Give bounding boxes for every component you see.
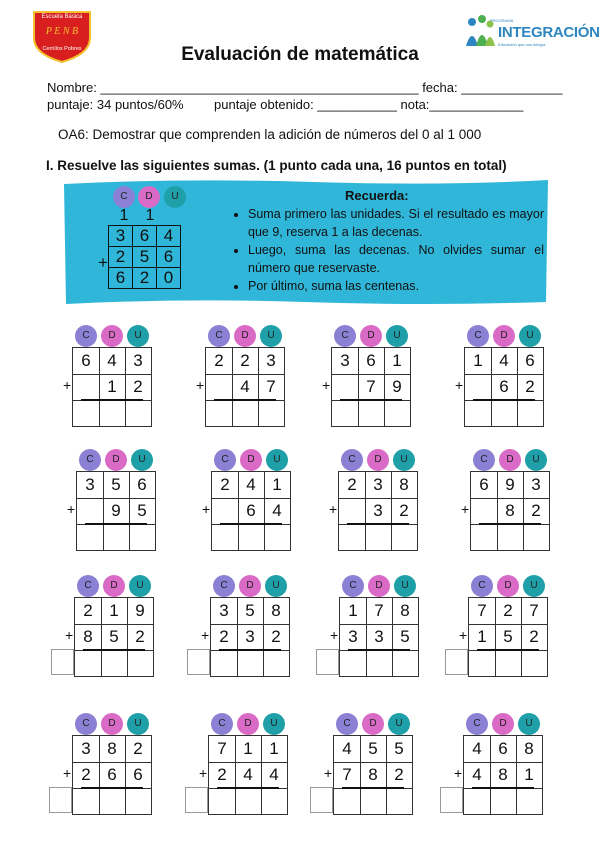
- d-bubble: D: [492, 713, 514, 735]
- bottom-digit: 2: [529, 627, 539, 646]
- example-cell: 2: [109, 247, 133, 268]
- page-title: Evaluación de matemática: [181, 44, 419, 65]
- school-logo-line3: Cerrillos Pobres: [42, 46, 82, 52]
- sum-line: [85, 523, 147, 525]
- d-bubble: D: [367, 449, 389, 471]
- exercise-5: [67, 449, 156, 551]
- answer-grid[interactable]: [468, 597, 548, 677]
- answer-grid[interactable]: [464, 347, 544, 427]
- u-bubble: U: [518, 713, 540, 735]
- top-digit: 1: [473, 351, 483, 370]
- bottom-digit: 2: [399, 501, 409, 520]
- bottom-digit: 5: [400, 627, 410, 646]
- d-bubble: D: [105, 449, 127, 471]
- c-bubble: C: [342, 575, 364, 597]
- top-digit: 4: [107, 351, 117, 370]
- top-digit: 5: [368, 739, 378, 758]
- top-digit: 8: [399, 475, 409, 494]
- exercise-12: [459, 575, 548, 677]
- bottom-digit: 1: [524, 765, 534, 784]
- bottom-digit: 7: [266, 377, 276, 396]
- c-bubble: C: [208, 325, 230, 347]
- bottom-digit: 3: [348, 627, 358, 646]
- u-bubble: U: [523, 575, 545, 597]
- tip-item: • Por último, suma las centenas.: [248, 277, 544, 295]
- top-digit: 3: [219, 601, 229, 620]
- carry-box[interactable]: [185, 787, 208, 813]
- c-bubble: C: [211, 713, 233, 735]
- plus-sign: +: [461, 501, 470, 517]
- top-digit: 6: [525, 351, 535, 370]
- recuerda-title: Recuerda:: [345, 188, 409, 203]
- answer-grid[interactable]: [470, 471, 550, 551]
- c-bubble: C: [214, 449, 236, 471]
- bottom-digit: 4: [240, 377, 250, 396]
- answer-grid[interactable]: [76, 471, 156, 551]
- d-bubble: D: [493, 325, 515, 347]
- program-logo-tag: Educación que nos integra: [498, 42, 546, 47]
- u-bubble: U: [388, 713, 410, 735]
- u-bubble: U: [525, 449, 547, 471]
- example-cell: 6: [133, 226, 157, 247]
- top-digit: 3: [373, 475, 383, 494]
- bottom-digit: 2: [81, 765, 91, 784]
- section-title: I. Resuelve las siguientes sumas. (1 punto cada una, 16 puntos en total): [46, 158, 507, 173]
- answer-grid[interactable]: [211, 471, 291, 551]
- top-digit: 8: [524, 739, 534, 758]
- exercise-10: [201, 575, 290, 677]
- plus-sign: +: [454, 765, 463, 781]
- top-digit: 7: [374, 601, 384, 620]
- top-digit: 4: [342, 739, 352, 758]
- top-digit: 4: [472, 739, 482, 758]
- sum-line: [83, 649, 145, 651]
- example-cell: 5: [133, 247, 157, 268]
- u-bubble: U: [393, 449, 415, 471]
- d-bubble: D: [101, 713, 123, 735]
- c-bubble: C: [341, 449, 363, 471]
- sum-line: [347, 523, 409, 525]
- exercise-7: [329, 449, 418, 551]
- school-logo-line2: P E N B: [45, 26, 79, 37]
- plus-sign: +: [330, 627, 339, 643]
- d-bubble: D: [368, 575, 390, 597]
- plus-sign: +: [199, 765, 208, 781]
- plus-sign: +: [324, 765, 333, 781]
- plus-sign: +: [201, 627, 210, 643]
- bottom-digit: 6: [246, 501, 256, 520]
- sum-line: [348, 649, 410, 651]
- d-bubble: D: [362, 713, 384, 735]
- d-bubble: D: [360, 325, 382, 347]
- answer-grid[interactable]: [339, 597, 419, 677]
- top-digit: 9: [135, 601, 145, 620]
- exercise-13: [63, 713, 152, 815]
- exercise-3: [322, 325, 411, 427]
- bottom-digit: 3: [374, 627, 384, 646]
- u-bubble: U: [127, 325, 149, 347]
- c-bubble: C: [473, 449, 495, 471]
- bottom-digit: 2: [217, 765, 227, 784]
- plus-sign: +: [196, 377, 205, 393]
- nombre-fecha-line: Nombre: ____________________________________________ fecha: ______________: [47, 80, 563, 95]
- top-digit: 1: [392, 351, 402, 370]
- carry-box[interactable]: [49, 787, 72, 813]
- example-d-bubble: D: [138, 186, 160, 208]
- answer-grid[interactable]: [72, 735, 152, 815]
- top-digit: 8: [271, 601, 281, 620]
- example-carry: 1: [145, 207, 155, 224]
- top-digit: 5: [245, 601, 255, 620]
- u-bubble: U: [265, 575, 287, 597]
- program-logo-sub: PROGRAMA: [490, 18, 514, 23]
- program-logo-name: INTEGRACIÓN: [498, 24, 600, 41]
- bottom-digit: 4: [472, 765, 482, 784]
- d-bubble: D: [499, 449, 521, 471]
- exercise-16: [454, 713, 543, 815]
- top-digit: 7: [217, 739, 227, 758]
- sum-line: [473, 399, 535, 401]
- bottom-digit: 2: [133, 377, 143, 396]
- sum-line: [81, 787, 143, 789]
- top-digit: 3: [81, 739, 91, 758]
- bottom-digit: 9: [111, 501, 121, 520]
- top-digit: 1: [272, 475, 282, 494]
- u-bubble: U: [519, 325, 541, 347]
- example-carry: 1: [119, 207, 129, 224]
- top-digit: 7: [477, 601, 487, 620]
- school-logo-line1: Escuela Básica: [41, 14, 83, 20]
- d-bubble: D: [497, 575, 519, 597]
- d-bubble: D: [239, 575, 261, 597]
- carry-box[interactable]: [310, 787, 333, 813]
- top-digit: 7: [529, 601, 539, 620]
- answer-grid[interactable]: [74, 597, 154, 677]
- example-table: [108, 225, 181, 289]
- top-digit: 9: [505, 475, 515, 494]
- top-digit: 1: [269, 739, 279, 758]
- sum-line: [477, 649, 539, 651]
- top-digit: 1: [243, 739, 253, 758]
- bottom-digit: 2: [531, 501, 541, 520]
- u-bubble: U: [131, 449, 153, 471]
- plus-sign: +: [202, 501, 211, 517]
- carry-box[interactable]: [445, 649, 468, 675]
- c-bubble: C: [213, 575, 235, 597]
- top-digit: 3: [531, 475, 541, 494]
- puntaje-total: puntaje: 34 puntos/60%: [47, 97, 184, 112]
- c-bubble: C: [77, 575, 99, 597]
- tip-item: • Luego, suma las decenas. No olvides sumar el número que reservaste.: [248, 241, 544, 277]
- bottom-digit: 3: [373, 501, 383, 520]
- bottom-digit: 2: [271, 627, 281, 646]
- sum-line: [220, 523, 282, 525]
- bottom-digit: 2: [394, 765, 404, 784]
- u-bubble: U: [394, 575, 416, 597]
- bottom-digit: 2: [219, 627, 229, 646]
- top-digit: 6: [498, 739, 508, 758]
- sum-line: [219, 649, 281, 651]
- bottom-digit: 8: [83, 627, 93, 646]
- example-c-bubble: C: [113, 186, 135, 208]
- answer-grid[interactable]: [463, 735, 543, 815]
- bottom-digit: 5: [503, 627, 513, 646]
- top-digit: 1: [348, 601, 358, 620]
- d-bubble: D: [234, 325, 256, 347]
- tip-item: • Suma primero las unidades. Si el resultado es mayor que 9, reserva 1 a las decenas.: [248, 205, 544, 241]
- exercise-9: [65, 575, 154, 677]
- plus-sign: +: [67, 501, 76, 517]
- c-bubble: C: [79, 449, 101, 471]
- top-digit: 3: [266, 351, 276, 370]
- top-digit: 6: [81, 351, 91, 370]
- bottom-digit: 3: [245, 627, 255, 646]
- u-bubble: U: [129, 575, 151, 597]
- bottom-digit: 5: [109, 627, 119, 646]
- answer-grid[interactable]: [331, 347, 411, 427]
- c-bubble: C: [471, 575, 493, 597]
- example-plus: +: [98, 253, 108, 272]
- top-digit: 8: [400, 601, 410, 620]
- answer-grid[interactable]: [210, 597, 290, 677]
- top-digit: 6: [479, 475, 489, 494]
- example-cell: 6: [157, 247, 181, 268]
- bottom-digit: 1: [477, 627, 487, 646]
- u-bubble: U: [127, 713, 149, 735]
- c-bubble: C: [336, 713, 358, 735]
- top-digit: 2: [214, 351, 224, 370]
- plus-sign: +: [322, 377, 331, 393]
- answer-grid[interactable]: [208, 735, 288, 815]
- top-digit: 8: [107, 739, 117, 758]
- top-digit: 6: [137, 475, 147, 494]
- u-bubble: U: [263, 713, 285, 735]
- u-bubble: U: [386, 325, 408, 347]
- exercise-11: [330, 575, 419, 677]
- sum-line: [340, 399, 402, 401]
- answer-grid[interactable]: [205, 347, 285, 427]
- exercise-2: [196, 325, 285, 427]
- c-bubble: C: [75, 325, 97, 347]
- exercise-1: [63, 325, 152, 427]
- top-digit: 3: [133, 351, 143, 370]
- top-digit: 1: [109, 601, 119, 620]
- top-digit: 5: [394, 739, 404, 758]
- bottom-digit: 7: [342, 765, 352, 784]
- bottom-digit: 8: [368, 765, 378, 784]
- top-digit: 2: [220, 475, 230, 494]
- top-digit: 4: [499, 351, 509, 370]
- d-bubble: D: [101, 325, 123, 347]
- sum-line: [342, 787, 404, 789]
- bottom-digit: 4: [243, 765, 253, 784]
- plus-sign: +: [63, 765, 72, 781]
- d-bubble: D: [237, 713, 259, 735]
- plus-sign: +: [455, 377, 464, 393]
- bottom-digit: 8: [505, 501, 515, 520]
- recuerda-tips: [232, 205, 544, 295]
- bottom-digit: 2: [135, 627, 145, 646]
- top-digit: 5: [111, 475, 121, 494]
- carry-box[interactable]: [51, 649, 74, 675]
- bottom-digit: 5: [137, 501, 147, 520]
- bottom-digit: 6: [133, 765, 143, 784]
- sum-line: [479, 523, 541, 525]
- example-cell: 2: [133, 268, 157, 289]
- sum-line: [472, 787, 534, 789]
- top-digit: 3: [340, 351, 350, 370]
- d-bubble: D: [240, 449, 262, 471]
- plus-sign: +: [65, 627, 74, 643]
- carry-box[interactable]: [316, 649, 339, 675]
- c-bubble: C: [466, 713, 488, 735]
- bottom-digit: 6: [107, 765, 117, 784]
- example-cell: 3: [109, 226, 133, 247]
- exercise-6: [202, 449, 291, 551]
- plus-sign: +: [329, 501, 338, 517]
- u-bubble: U: [266, 449, 288, 471]
- plus-sign: +: [63, 377, 72, 393]
- c-bubble: C: [467, 325, 489, 347]
- u-bubble: U: [260, 325, 282, 347]
- example-cell: 0: [157, 268, 181, 289]
- bottom-digit: 8: [498, 765, 508, 784]
- c-bubble: C: [334, 325, 356, 347]
- exercise-14: [199, 713, 288, 815]
- top-digit: 2: [347, 475, 357, 494]
- exercise-4: [455, 325, 544, 427]
- sum-line: [217, 787, 279, 789]
- sum-line: [214, 399, 276, 401]
- bottom-digit: 1: [107, 377, 117, 396]
- plus-sign: +: [459, 627, 468, 643]
- answer-grid[interactable]: [333, 735, 413, 815]
- exercise-8: [461, 449, 550, 551]
- example-u-bubble: U: [164, 186, 186, 208]
- d-bubble: D: [103, 575, 125, 597]
- top-digit: 2: [503, 601, 513, 620]
- top-digit: 3: [85, 475, 95, 494]
- top-digit: 2: [240, 351, 250, 370]
- answer-grid[interactable]: [338, 471, 418, 551]
- bottom-digit: 4: [272, 501, 282, 520]
- carry-box[interactable]: [440, 787, 463, 813]
- bottom-digit: 2: [525, 377, 535, 396]
- puntaje-obtenido-line: puntaje obtenido: ___________ nota:_____________: [214, 97, 524, 112]
- c-bubble: C: [75, 713, 97, 735]
- bottom-digit: 4: [269, 765, 279, 784]
- top-digit: 4: [246, 475, 256, 494]
- top-digit: 2: [83, 601, 93, 620]
- top-digit: 6: [366, 351, 376, 370]
- answer-grid[interactable]: [72, 347, 152, 427]
- example-cell: 4: [157, 226, 181, 247]
- top-digit: 2: [133, 739, 143, 758]
- example-cell: 6: [109, 268, 133, 289]
- bottom-digit: 6: [499, 377, 509, 396]
- learning-objective: OA6: Demostrar que comprenden la adición de números del 0 al 1 000: [58, 127, 482, 142]
- bottom-digit: 9: [392, 377, 402, 396]
- bottom-digit: 7: [366, 377, 376, 396]
- carry-box[interactable]: [187, 649, 210, 675]
- exercise-15: [324, 713, 413, 815]
- sum-line: [81, 399, 143, 401]
